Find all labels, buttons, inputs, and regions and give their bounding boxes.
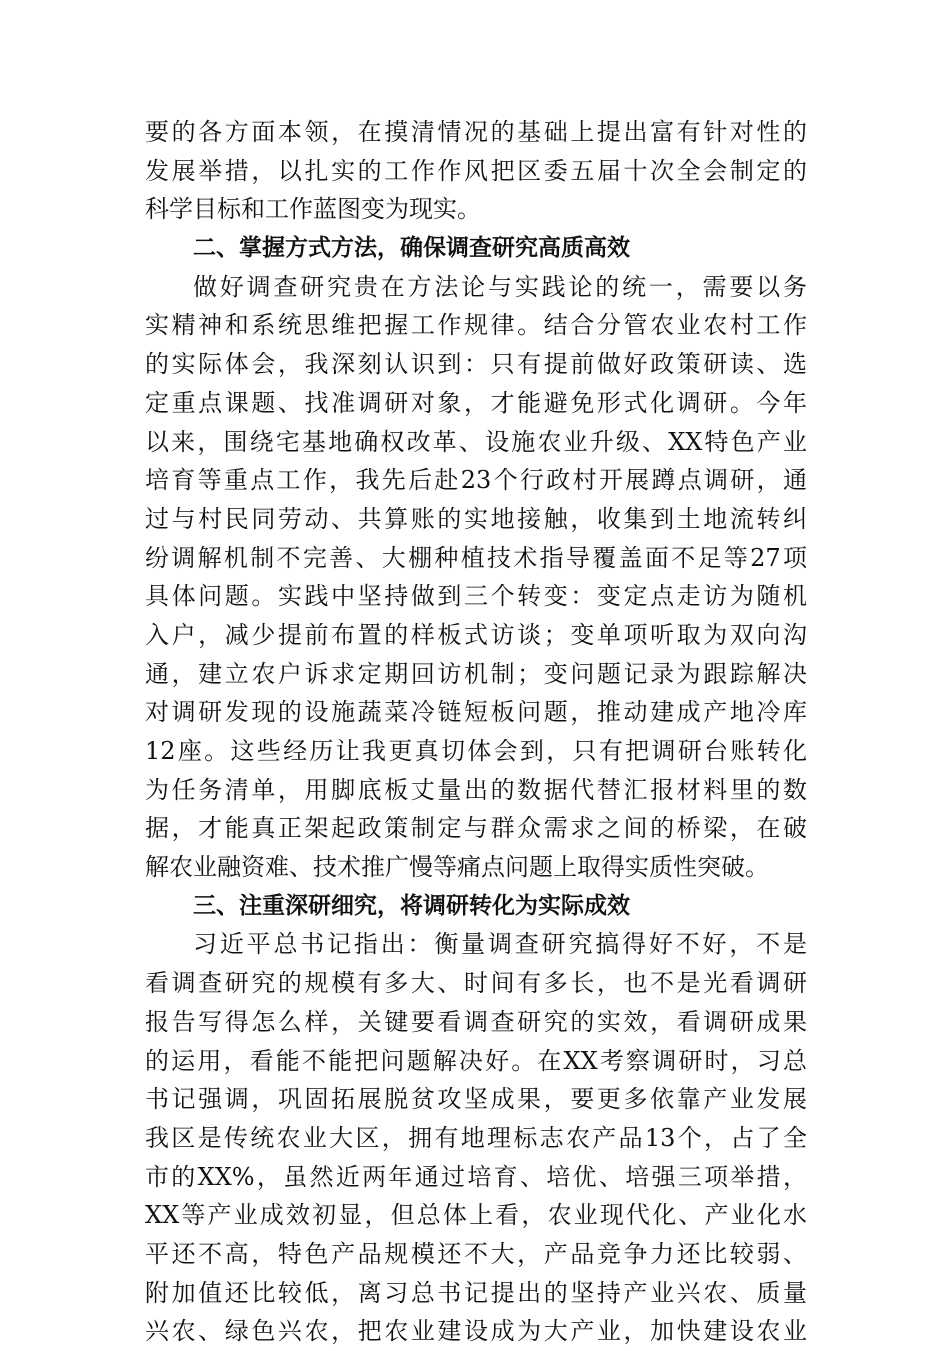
text-line: 解农业融资难、技术推广慢等痛点问题上取得实质性突破。 — [145, 853, 769, 882]
document-body — [145, 113, 807, 1351]
text-line: 培育等重点工作，我先后赴23个行政村开展蹲点调研，通 — [145, 466, 807, 495]
text-line: 以来，围绕宅基地确权改革、设施农业升级、XX特色产业 — [145, 427, 807, 456]
text-line: 我区是传统农业大区，拥有地理标志农产品13个，占了全 — [145, 1123, 807, 1152]
text-line: 兴农、绿色兴农，把农业建设成为大产业，加快建设农业 — [145, 1317, 807, 1346]
text-line: 的运用，看能不能把问题解决好。在XX考察调研时，习总 — [145, 1046, 807, 1075]
text-line: 过与村民同劳动、共算账的实地接触，收集到土地流转纠 — [145, 504, 807, 533]
text-line: 的实际体会，我深刻认识到：只有提前做好政策研读、选 — [145, 350, 807, 379]
text-line: 习近平总书记指出：衡量调查研究搞得好不好，不是 — [193, 930, 807, 959]
text-line: 实精神和系统思维把握工作规律。结合分管农业农村工作 — [145, 311, 807, 340]
paragraph-intro — [145, 113, 807, 229]
text-line: 据，才能真正架起政策制定与群众需求之间的桥梁，在破 — [145, 814, 807, 843]
text-line: 对调研发现的设施蔬菜冷链短板问题，推动建成产地冷库 — [145, 698, 807, 727]
text-line: 12座。这些经历让我更真切体会到，只有把调研台账转化 — [145, 737, 807, 765]
text-line: 发展举措，以扎实的工作作风把区委五届十次全会制定的 — [145, 156, 807, 185]
text-line: 通，建立农户诉求定期回访机制；变问题记录为跟踪解决 — [145, 659, 807, 688]
text-line: 平还不高，特色产品规模还不大，产品竞争力还比较弱、 — [145, 1239, 807, 1268]
text-line: 报告写得怎么样，关键要看调查研究的实效，看调研成果 — [145, 1007, 807, 1036]
paragraph-section-2 — [145, 268, 807, 887]
text-line: 定重点课题、找准调研对象，才能避免形式化调研。今年 — [145, 388, 807, 417]
text-line: 附加值还比较低，离习总书记提出的坚持产业兴农、质量 — [145, 1278, 807, 1307]
text-line: 科学目标和工作蓝图变为现实。 — [145, 195, 481, 224]
text-line: 书记强调，巩固拓展脱贫攻坚成果，要更多依靠产业发展 — [145, 1085, 807, 1114]
paragraph-section-3 — [145, 925, 807, 1351]
section-heading-3: 三、注重深研细究，将调研转化为实际成效 — [193, 892, 630, 919]
text-line: 纷调解机制不完善、大棚种植技术指导覆盖面不足等27项 — [145, 543, 807, 572]
text-line: 为任务清单，用脚底板丈量出的数据代替汇报材料里的数 — [145, 775, 807, 804]
section-heading-2: 二、掌握方式方法，确保调查研究高质高效 — [193, 235, 630, 262]
text-line: XX等产业成效初显，但总体上看，农业现代化、产业化水 — [145, 1201, 807, 1230]
text-line: 入户，减少提前布置的样板式访谈；变单项听取为双向沟 — [145, 620, 807, 649]
text-line: 具体问题。实践中坚持做到三个转变：变定点走访为随机 — [145, 582, 807, 611]
text-line: 看调查研究的规模有多大、时间有多长，也不是光看调研 — [145, 969, 807, 998]
text-line: 市的XX%，虽然近两年通过培育、培优、培强三项举措， — [145, 1162, 807, 1191]
text-line: 要的各方面本领，在摸清情况的基础上提出富有针对性的 — [145, 118, 807, 146]
text-line: 做好调查研究贵在方法论与实践论的统一，需要以务 — [193, 272, 807, 301]
